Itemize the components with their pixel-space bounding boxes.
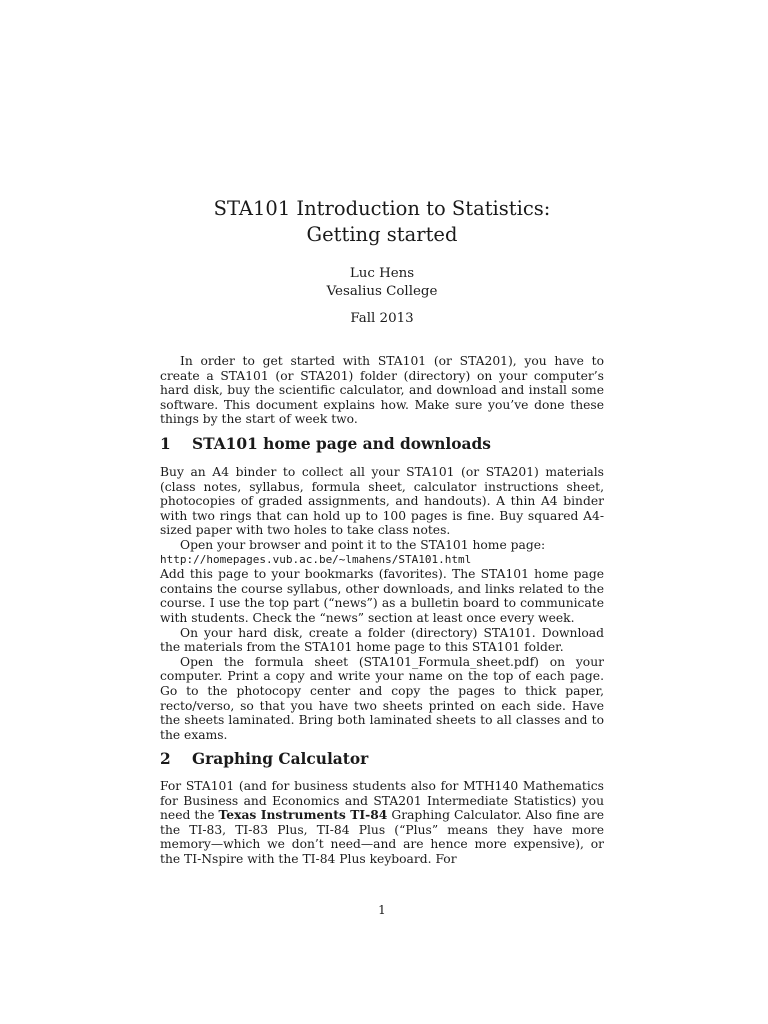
section-1-heading bbox=[160, 434, 604, 454]
section-2-paragraph-1 bbox=[160, 779, 604, 867]
section-2-number: 2 bbox=[160, 750, 171, 768]
title-line-2: Getting started bbox=[306, 223, 458, 246]
section-2-title: Graphing Calculator bbox=[192, 750, 369, 768]
section-1-paragraph-1: Buy an A4 binder to collect all your STA101 (or STA201) materials (class notes, syllabus, formula sheet, calculator instructions sheet, photocopies of graded assignments, and handouts). A thin A4 binder with two rings that can hold up to 100 pages is fine. Buy squared A4-sized paper with two holes to take class notes. bbox=[160, 465, 604, 538]
section-1-body bbox=[160, 465, 604, 742]
abstract-paragraph: In order to get started with STA101 (or STA201), you have to create a STA101 (or STA201) folder (directory) on your computer’s hard disk, buy the scientific calculator, and download and install some software. This document explains how. Make sure you’ve done these things by the start of week two. bbox=[160, 354, 604, 427]
section-1-paragraph-2: Open your browser and point it to the STA101 home page: bbox=[180, 537, 546, 552]
abstract bbox=[160, 354, 604, 427]
section-2-text-b: Graphing Calculator. Also fine are the TI-83, TI-83 Plus, TI-84 Plus (“Plus” means they have more memory—which we don’t need—and are hence more expensive), or the TI-Nspire with the TI-84 Plus keyboard. For bbox=[160, 808, 604, 866]
title-line-1: STA101 Introduction to Statistics: bbox=[213, 197, 551, 220]
title-block bbox=[160, 196, 604, 328]
calculator-model: Texas Instruments TI-84 bbox=[218, 807, 388, 823]
section-2-body bbox=[160, 779, 604, 867]
document-title bbox=[160, 196, 604, 248]
section-2-text-a: For STA101 (and for business students also for MTH140 Mathematics for Business and Economics and STA201 Intermediate Statistics) you need the bbox=[160, 779, 604, 823]
section-1-paragraph-4: On your hard disk, create a folder (directory) STA101. Download the materials from the STA101 home page to this STA101 folder. bbox=[160, 625, 604, 655]
document-date: Fall 2013 bbox=[350, 311, 414, 326]
author-name: Luc Hens bbox=[349, 266, 415, 281]
section-1-title: STA101 home page and downloads bbox=[192, 435, 491, 453]
course-homepage-url: http://homepages.vub.ac.be/~lmahens/STA101.html bbox=[160, 552, 472, 566]
author-institution: Vesalius College bbox=[326, 283, 438, 299]
section-1-number: 1 bbox=[160, 435, 171, 453]
section-1-paragraph-3: Add this page to your bookmarks (favorites). The STA101 home page contains the course syllabus, other downloads, and links related to the course. I use the top part (“news”) as a bulletin board to communicate with students. Check the “news” section at least once every week. bbox=[160, 567, 604, 625]
author-block bbox=[160, 265, 604, 300]
document-page bbox=[160, 0, 604, 1024]
section-1-paragraph-5: Open the formula sheet (STA101_Formula_sheet.pdf) on your computer. Print a copy and write your name on the top of each page. Go to the photocopy center and copy the pages to thick paper, recto/verso, so that you have two sheets printed on each side. Have the sheets laminated. Bring both laminated sheets to all classes and to the exams. bbox=[160, 654, 604, 742]
section-2-heading bbox=[160, 749, 604, 769]
page-number: 1 bbox=[378, 903, 386, 917]
